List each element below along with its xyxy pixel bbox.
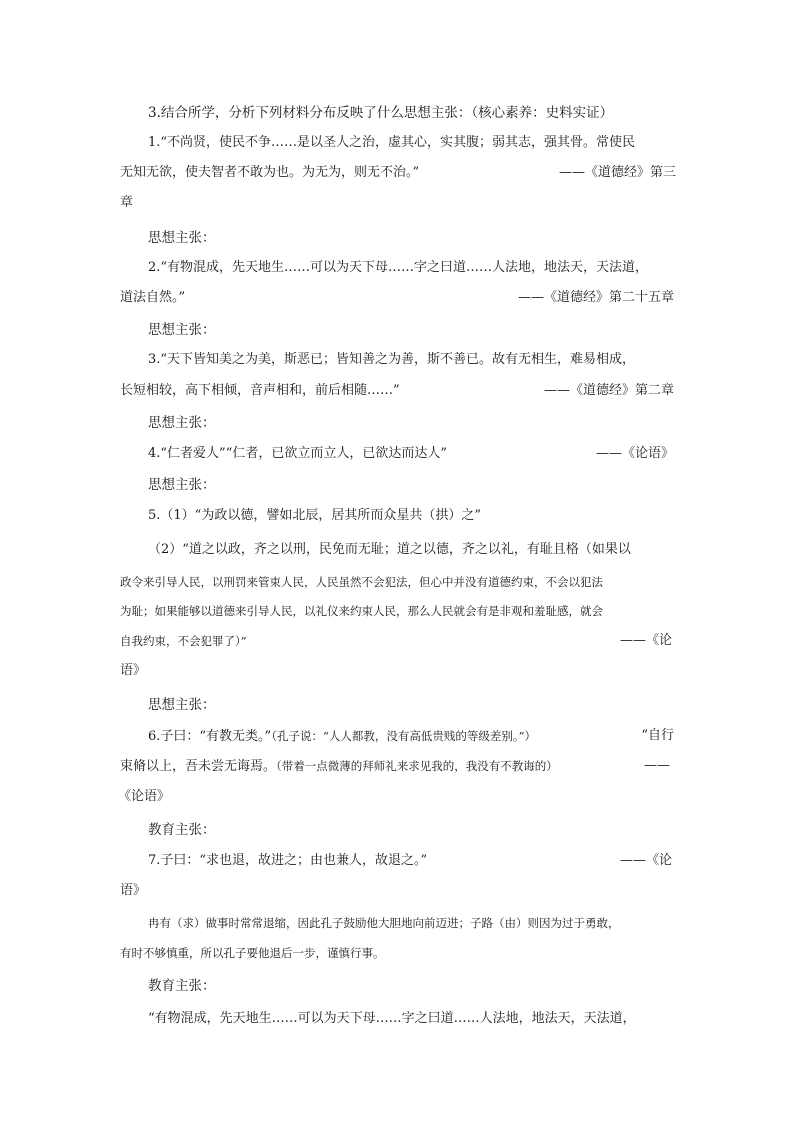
item4-line1: 4.“仁者爱人”“仁者，已欲立而立人，已欲达而达人” [148,446,447,461]
item5-line4: 为耻；如果能够以道德来引导人民，以礼仪来约束人民，那么人民就会有是非观和羞耻感，就会 [120,604,603,618]
item7-line1: 7.子曰：“求也退，故进之；由也兼人，故退之。” [148,853,428,868]
item6-source-dash: —— [644,758,670,773]
item6-quote2-start: “自行 [641,728,674,743]
item3-line1: 3.“天下皆知美之为美，斯恶已；皆知善之为善，斯不善已。故有无相生，难易相成， [148,352,636,367]
item1-source: ——《道德经》第三 [558,165,676,180]
item6-line2 [120,757,558,776]
item6-quote1: 6.子曰：“有教无类。” [148,729,272,744]
item8-line1: “有物混成，先天地生……可以为天下母……字之曰道……人法地，地法天，天法道， [148,1011,636,1026]
item7-source: ——《论 [619,853,672,868]
item7-answer-label: 教育主张： [148,978,216,994]
item2-line1: 2.“有物混成，先天地生……可以为天下母……字之曰道……人法地，地法天，天法道， [148,260,649,275]
item6-line1 [148,727,536,746]
item1-line2: 无知无欲，使夫智者不敢为也。为无为，则无不治。” [120,165,420,180]
item6-source: 《论语》 [118,789,171,804]
item5-line6: 语》 [120,663,147,678]
item6-explanation1: （孔子说：“人人都教，没有高低贵贱的等级差别。”） [271,729,536,743]
item7-line2: 语》 [120,883,147,898]
item3-answer-label: 思想主张： [148,415,216,431]
item4-source: ——《论语》 [595,446,674,461]
item2-source: ——《道德经》第二十五章 [517,290,674,305]
item5-line5: 自我约束，不会犯罪了）” [120,634,247,648]
item6-answer-label: 教育主张： [148,822,216,838]
item1-answer-label: 思想主张： [148,230,216,246]
item2-answer-label: 思想主张： [148,322,216,338]
item5-source: ——《论 [619,633,672,648]
item3-line2: 长短相较，高下相倾，音声相和，前后相随……” [120,383,400,398]
item5-line2: （2）“道之以政，齐之以刑，民免而无耻；道之以德，齐之以礼，有耻且格（如果以 [148,542,631,557]
item2-line2: 道法自然。” [120,290,186,305]
item5-answer-label: 思想主张： [148,697,216,713]
item6-quote2: 束脩以上，吾未尝无诲焉。 [120,759,277,774]
item4-answer-label: 思想主张： [148,477,216,493]
item5-line1: 5.（1）“为政以德，譬如北辰，居其所而众星共（拱）之” [148,508,481,523]
item7-note1: 冉有（求）做事时常常退缩，因此孔子鼓励他大胆地向前迈进；子路（由）则因为过于勇敢， [148,916,620,930]
item7-note2: 有时不够慎重，所以孔子要他退后一步，谨慎行事。 [120,946,385,960]
item1-line3: 章 [120,195,134,210]
question-heading: 3.结合所学，分析下列材料分布反映了什么思想主张：（核心素养：史料实证） [148,105,614,121]
item6-explanation2: （带着一点微薄的拜师礼来求见我的，我没有不教诲的） [276,759,558,773]
item1-line1: 1.“不尚贤，使民不争……是以圣人之治，虚其心，实其腹；弱其志，强其骨。常使民 [148,135,636,150]
item3-source: ——《道德经》第二章 [543,383,674,398]
item5-line3: 政令来引导人民，以刑罚来管束人民，人民虽然不会犯法，但心中并没有道德约束，不会以犯法 [120,575,603,589]
